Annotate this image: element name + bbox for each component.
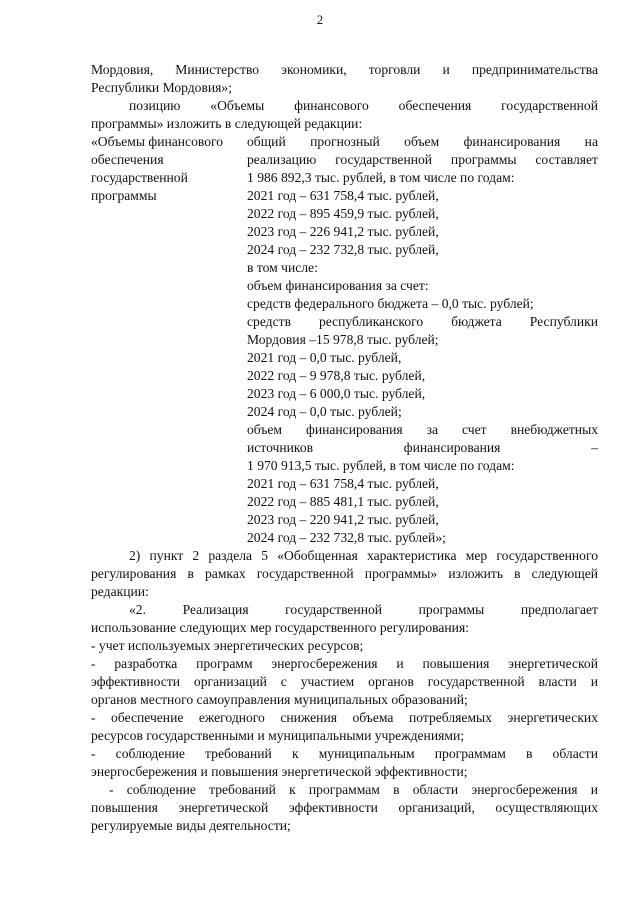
point2-line-2: регулирования в рамках государственной программы» изложить в следующей [91,566,598,581]
bullet-line: органов местного самоуправления муниципальных образований; [91,692,468,707]
right-line: 1 986 892,3 тыс. рублей, в том числе по годам: [247,170,515,185]
left-line: «Объемы финансового [91,134,224,149]
right-line: 1 970 913,5 тыс. рублей, в том числе по годам: [247,458,515,473]
right-line: 2022 год – 895 459,9 тыс. рублей, [247,206,439,221]
bullet-line: - разработка программ энергосбережения и повышения энергетической [91,656,598,671]
section2-line-1: «2. Реализация государственной программы предполагает [129,602,598,617]
bullet-line: - обеспечение ежегодного снижения объема потребляемых энергетических [91,710,598,725]
right-line: источников финансирования – [247,440,598,455]
bullet-line: энергосбережения и повышения энергетической эффективности; [91,764,468,779]
table-left-column [91,133,247,547]
bullet-line: - соблюдение требований к муниципальным программам в области [91,746,598,761]
right-line: 2023 год – 220 941,2 тыс. рублей, [247,512,439,527]
right-line: средств республиканского бюджета Республики [247,314,598,329]
bullet-line: - учет используемых энергетических ресурсов; [91,638,364,653]
right-line: 2021 год – 631 758,4 тыс. рублей, [247,188,439,203]
bullet-line: регулируемые виды деятельности; [91,818,291,833]
right-line: 2021 год – 0,0 тыс. рублей, [247,350,402,365]
document-body [91,61,598,835]
right-line: 2024 год – 232 732,8 тыс. рублей»; [247,530,446,545]
left-line: государственной [91,170,188,185]
right-line: 2022 год – 9 978,8 тыс. рублей, [247,368,426,383]
right-line: 2022 год – 885 481,1 тыс. рублей, [247,494,439,509]
section2-line-2: использование следующих мер государственного регулирования: [91,620,469,635]
right-line: 2024 год – 0,0 тыс. рублей; [247,404,402,419]
position-line-2: программы» изложить в следующей редакции: [91,116,363,131]
intro-line-2: Республики Мордовия»; [91,80,232,95]
right-line: объем финансирования за счет внебюджетных [247,422,598,437]
bullet-line: ресурсов государственными и муниципальными учреждениями; [91,728,465,743]
point2-line-3: редакции: [91,584,149,599]
right-line: в том числе: [247,260,318,275]
bullet-line: повышения энергетической эффективности организаций, осуществляющих [91,800,598,815]
point2-line-1: 2) пункт 2 раздела 5 «Обобщенная характеристика мер государственного [129,548,598,563]
bullet-line: - соблюдение требований к программам в области энергосбережения и [109,782,598,797]
intro-line-1: Мордовия, Министерство экономики, торговли и предпринимательства [91,62,598,77]
right-line: Мордовия –15 978,8 тыс. рублей; [247,332,439,347]
right-line: 2023 год – 6 000,0 тыс. рублей, [247,386,426,401]
right-line: объем финансирования за счет: [247,278,429,293]
bullet-line: эффективности организаций с участием органов государственной власти и [91,674,598,689]
right-line: средств федерального бюджета – 0,0 тыс. рублей; [247,296,534,311]
right-line: 2023 год – 226 941,2 тыс. рублей, [247,224,439,239]
left-line: обеспечения [91,152,164,167]
position-line-1: позицию «Объемы финансового обеспечения государственной [129,98,598,113]
financing-table [91,133,598,547]
right-line: общий прогнозный объем финансирования на [247,134,598,149]
page-number: 2 [316,13,324,27]
right-line: 2024 год – 232 732,8 тыс. рублей, [247,242,439,257]
right-line: 2021 год – 631 758,4 тыс. рублей, [247,476,439,491]
left-line: программы [91,188,157,203]
right-line: реализацию государственной программы составляет [247,152,598,167]
table-right-column [247,133,598,547]
